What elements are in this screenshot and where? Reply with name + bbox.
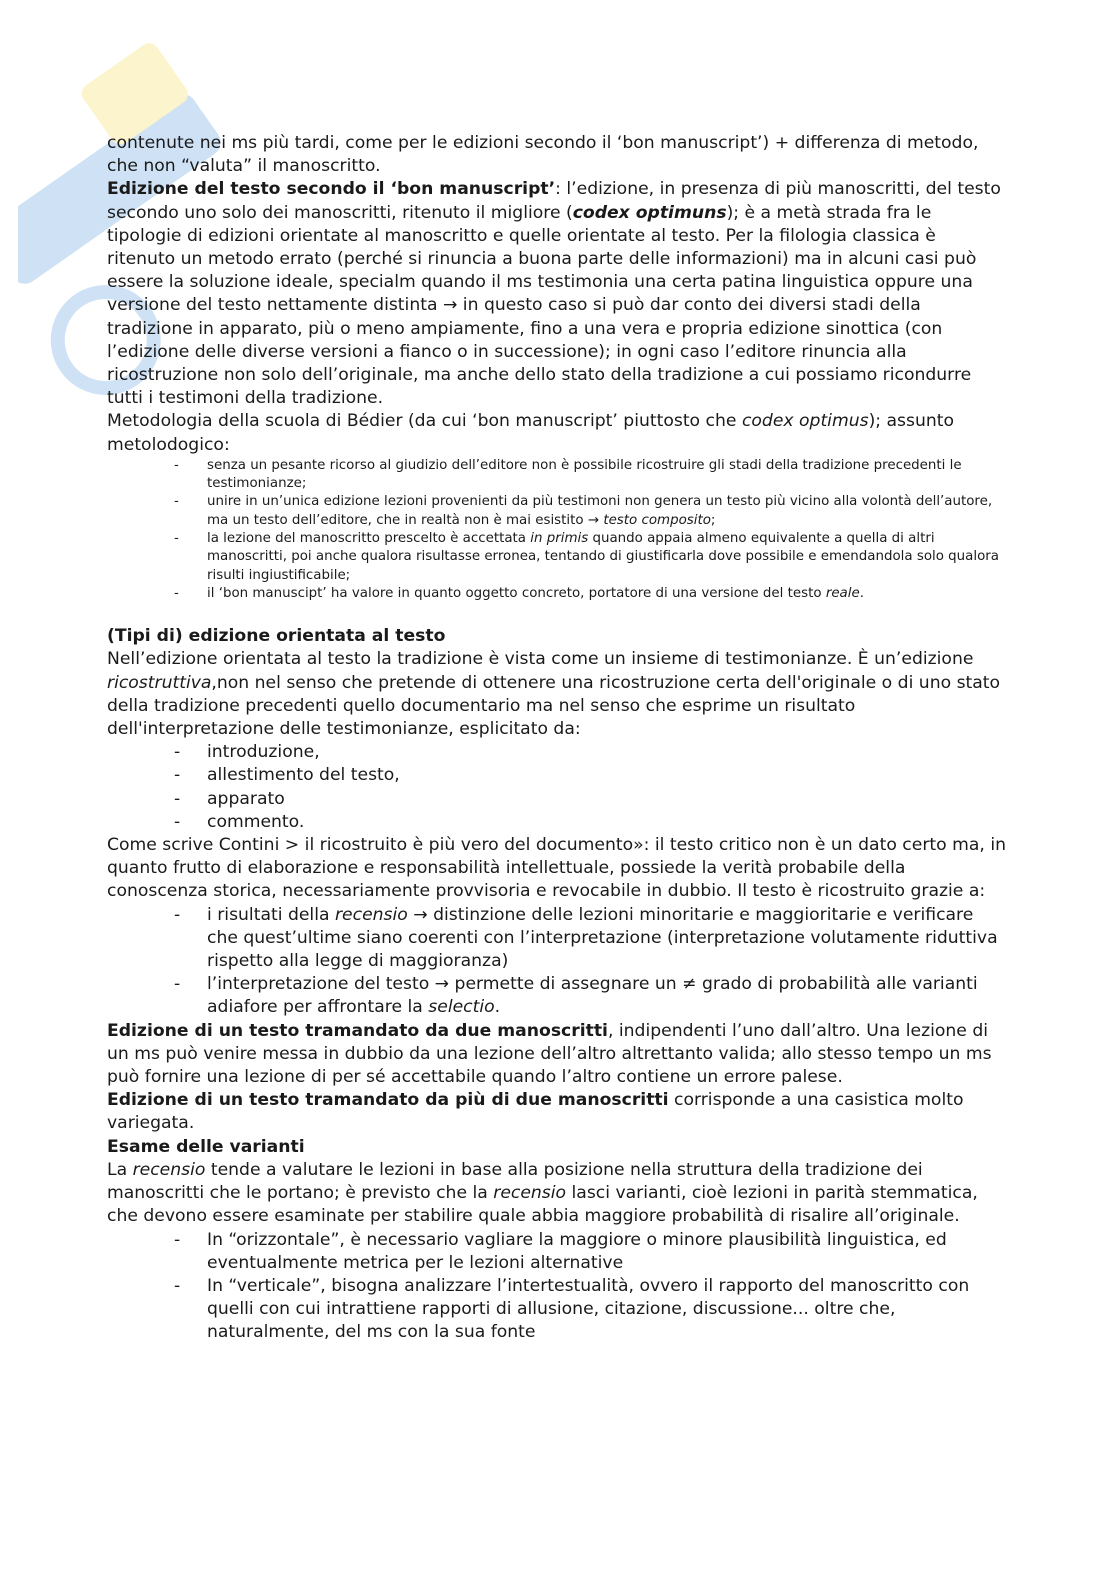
section-heading-esame: Esame delle varianti [107,1136,305,1157]
list-item: - In “orizzontale”, è necessario vagliare la maggiore o minore plausibilità linguistica, ed eventualmente metrica per le lezioni alternative [107,1229,1007,1275]
list-item: - l’interpretazione del testo → permette di assegnare un ≠ grado di probabilità alle varianti adiafore per affrontare la selectio. [107,973,1007,1019]
list-item: - senza un pesante ricorso al giudizio dell’editore non è possibile ricostruire gli stadi della tradizione precedenti le testimonianze; [107,457,1007,494]
bon-paragraph: Edizione del testo secondo il ‘bon manuscript’: l’edizione, in presenza di più manoscritti, del testo secondo uno solo dei manoscritti, ritenuto il migliore (codex optimuns); è a metà strada fra le tipologie di edizioni orientate al manoscritto e quelle orientate al testo. Per la filologia classica è ritenuto un metodo errato (perché si rinuncia a buona parte delle informazioni) ma in alcuni casi può essere la soluzione ideale, specialm quando il ms testimonia una certa patina linguistica oppure una versione del testo nettamente distinta → in questo caso si può dar conto dei diversi stadi della tradizione in apparato, più o meno ampiamente, fino a una vera e propria edizione sinottica (con l’edizione delle diverse versioni a fianco o in successione); in ogni caso l’editore rinuncia alla ricostruzione non solo dell’originale, ma anche dello stato della tradizione a cui possiamo ricondurre tutti i testimoni della tradizione. [107,179,1001,409]
section-heading-tipi: (Tipi di) edizione orientata al testo [107,626,446,647]
due-paragraph: Edizione di un testo tramandato da due manoscritti, indipendenti l’uno dall’altro. Una lezione di un ms può venire messa in dubbio da una lezione dell’altro altrettanto valida; allo stesso tempo un ms può fornire una lezione di per sé accettabile quando l’altro contiene un errore palese. [107,1020,992,1088]
esame-list [107,1229,1007,1345]
contini-paragraph: Come scrive Contini > il ricostruito è più vero del documento»: il testo critico non è un dato certo ma, in quanto frutto di elaborazione e responsabilità intellettuale, possiede la verità probabile della conoscenza storica, necessariamente provvisoria e revocabile in dubbio. Il testo è ricostruito grazie a: [107,835,1006,902]
list-item: - il ‘bon manuscipt’ ha valore in quanto oggetto concreto, portatore di una versione del testo reale. [107,585,1007,603]
intro-paragraph: contenute nei ms più tardi, come per le edizioni secondo il ‘bon manuscript’) + differenza di metodo, che non “valuta” il manoscritto. [107,133,979,177]
list-item: - unire in un’unica edizione lezioni provenienti da più testimoni non genera un testo più vicino alla volontà dell’autore, ma un testo dell’editore, che in realtà non è mai esistito → testo composito; [107,493,1007,530]
tipi-list [107,741,1007,834]
list-item: - i risultati della recensio → distinzione delle lezioni minoritarie e maggioritarie e verificare che quest’ultime siano coerenti con l’interpretazione (interpretazione volutamente riduttiva rispetto alla legge di maggioranza) [107,904,1007,974]
piu-paragraph: Edizione di un testo tramandato da più di due manoscritti corrisponde a una casistica molto variegata. [107,1090,964,1134]
list-item: - apparato [107,788,1007,811]
esame-paragraph: La recensio tende a valutare le lezioni in base alla posizione nella struttura della tradizione dei manoscritti che le portano; è previsto che la recensio lasci varianti, cioè lezioni in parità stemmatica, che devono essere esaminate per stabilire quale abbia maggiore probabilità di risalire all’originale. [107,1159,978,1227]
method-paragraph: Metodologia della scuola di Bédier (da cui ‘bon manuscript’ piuttosto che codex optimus); assunto metolodogico: [107,411,955,455]
list-item: - In “verticale”, bisogna analizzare l’intertestualità, ovvero il rapporto del manoscritto con quelli con cui intrattiene rapporti di allusione, citazione, discussione... oltre che, naturalmente, del ms con la sua fonte [107,1275,1007,1345]
tipi-paragraph: Nell’edizione orientata al testo la tradizione è vista come un insieme di testimonianze. È un’edizione ricostruttiva,non nel senso che pretende di ottenere una ricostruzione certa dell'originale o di uno stato della tradizione precedenti quello documentario ma nel senso che esprime un risultato dell'interpretazione delle testimonianze, esplicitato da: [107,649,1001,740]
list-item: - allestimento del testo, [107,764,1007,787]
list-item: - introduzione, [107,741,1007,764]
document-page [107,132,1007,1345]
list-item: - commento. [107,811,1007,834]
list-item: - la lezione del manoscritto prescelto è accettata in primis quando appaia almeno equivalente a quella di altri manoscritti, poi anche qualora risultasse erronea, tentando di giustificarla dove possibile e emendandola solo qualora risulti ingiustificabile; [107,530,1007,585]
codex-term: codex optimuns [572,202,727,223]
ricostruito-list [107,904,1007,1020]
bon-assumptions-list [107,457,1007,603]
bon-heading: Edizione del testo secondo il ‘bon manuscript’ [107,179,556,200]
